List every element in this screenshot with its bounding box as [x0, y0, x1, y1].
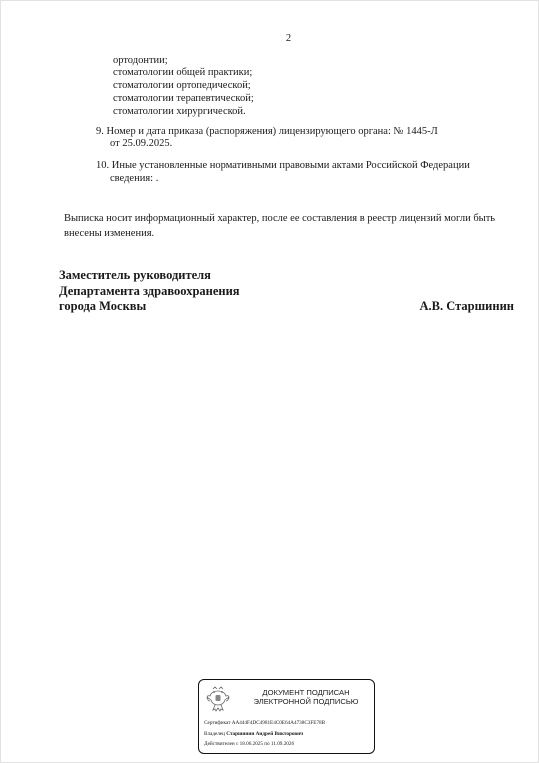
specialty-item: стоматологии общей практики; [113, 67, 253, 78]
owner-value: Старшинин Андрей Викторович [226, 731, 304, 737]
disclaimer-line1: Выписка носит информационный характер, после ее составления в реестр лицензий могли быть [64, 213, 496, 224]
stamp-certificate [204, 720, 325, 726]
specialty-item: ортодонтии; [113, 55, 168, 66]
item-9-line1: 9. Номер и дата приказа (распоряжения) лицензирующего органа: № 1445-Л [96, 126, 438, 137]
signatory-title-line1: Заместитель руководителя [59, 268, 211, 282]
valid-to-label: по [264, 741, 270, 747]
page-number: 2 [285, 33, 292, 44]
certificate-label: Сертификат [204, 720, 231, 726]
certificate-value: AA444F4DC4981E4C0E64A4738C3FE78B [231, 720, 326, 726]
signatory-name: А.В. Старшинин [419, 299, 514, 313]
item-10-line1: 10. Иные установленные нормативными правовыми актами Российской Федерации [96, 160, 470, 171]
owner-label: Владелец [204, 731, 225, 737]
valid-from: 18.06.2025 [239, 741, 263, 747]
stamp-title-line2: ЭЛЕКТРОННОЙ ПОДПИСЬЮ [253, 697, 359, 706]
stamp-owner [204, 731, 303, 737]
signatory-title-line2: Департамента здравоохранения [59, 284, 240, 298]
valid-to: 11.09.2026 [270, 741, 295, 747]
valid-from-label: Действителен с [204, 741, 239, 747]
specialty-item: стоматологии хирургической. [113, 106, 246, 117]
specialty-item: стоматологии ортопедической; [113, 80, 251, 91]
signatory-title-line3: города Москвы [59, 299, 147, 313]
item-9-line2: от 25.09.2025. [110, 138, 173, 149]
stamp-title-line1: ДОКУМЕНТ ПОДПИСАН [262, 688, 350, 697]
stamp-validity [204, 741, 294, 747]
coat-of-arms-icon [205, 684, 231, 714]
electronic-signature-stamp [198, 679, 375, 754]
disclaimer-line2: внесены изменения. [64, 228, 155, 239]
specialty-item: стоматологии терапевтической; [113, 93, 254, 104]
item-10-line2: сведения: . [110, 173, 159, 184]
